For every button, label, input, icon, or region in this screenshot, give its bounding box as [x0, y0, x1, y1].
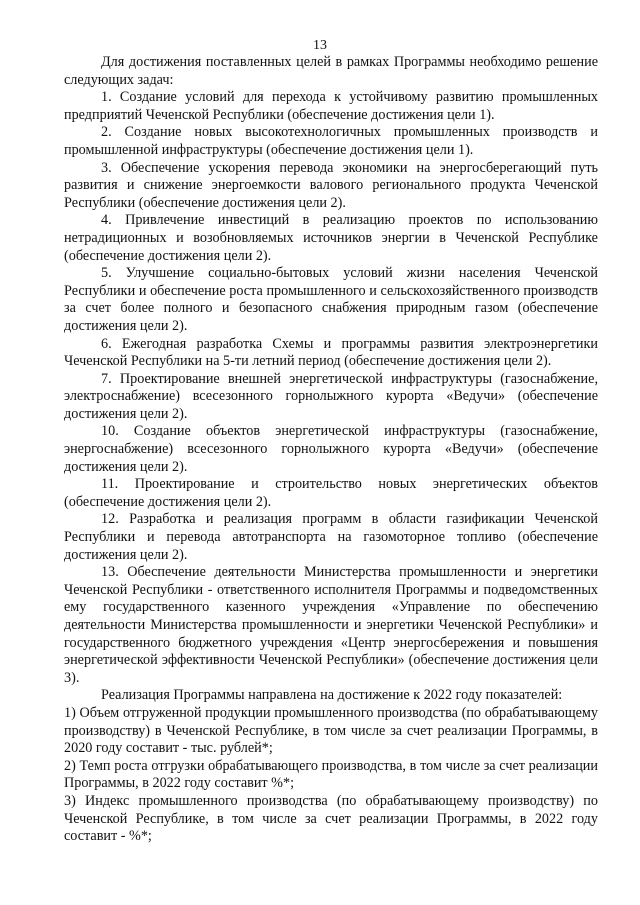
task-item: 13. Обеспечение деятельности Министерства промышленности и энергетики Чеченской Республики - ответственного исполнителя Программы и подведомственных ему государственного казенного учреждения «Управление по обеспечению деятельности Министерства промышленности и энергетики Чеченской Республики» и государственного бюджетного учреждения «Центр энергосбережения и повышения энергетической эффективности Чеченской Республики» (обеспечение достижения цели 3).: [64, 564, 598, 686]
task-item: 1. Создание условий для перехода к устойчивому развитию промышленных предприятий Чеченской Республики (обеспечение достижения цели 1).: [64, 89, 598, 123]
task-item: 3. Обеспечение ускорения перевода экономики на энергосберегающий путь развития и снижение энергоемкости валового регионального продукта Чеченской Республики (обеспечение достижения цели 2).: [64, 159, 598, 211]
document-body: [64, 54, 598, 846]
indicators-intro-paragraph: Реализация Программы направлена на достижение к 2022 году показателей:: [101, 687, 563, 704]
tasks-intro-paragraph: Для достижения поставленных целей в рамках Программы необходимо решение следующих задач:: [64, 54, 598, 88]
task-item: 4. Привлечение инвестиций в реализацию проектов по использованию нетрадиционных и возобновляемых источников энергии в Чеченской Республике (обеспечение достижения цели 2).: [64, 212, 598, 264]
indicator-item: 3) Индекс промышленного производства (по обрабатывающему производству) по Чеченской Республике, в том числе за счет реализации Программы, в 2022 году составит - %*;: [64, 792, 598, 845]
indicator-item: 1) Объем отгруженной продукции промышленного производства (по обрабатывающему производству) в Чеченской Республике, в том числе за счет реализации Программы, в 2020 году составит - тыс. рублей*;: [64, 704, 598, 757]
task-item: 12. Разработка и реализация программ в области газификации Чеченской Республики и перевода автотранспорта на газомоторное топливо (обеспечение достижения цели 2).: [64, 511, 598, 563]
task-item: 6. Ежегодная разработка Схемы и программы развития электроэнергетики Чеченской Республики на 5-ти летний период (обеспечение достижения цели 2).: [64, 335, 598, 370]
task-item: 11. Проектирование и строительство новых энергетических объектов (обеспечение достижения цели 2).: [64, 476, 598, 510]
task-item: 7. Проектирование внешней энергетической инфраструктуры (газоснабжение, электроснабжение) всесезонного горнолыжного курорта «Ведучи» (обеспечение достижения цели 2).: [64, 370, 598, 422]
page-number: 13: [313, 38, 327, 53]
task-item: 5. Улучшение социально-бытовых условий жизни населения Чеченской Республики и обеспечение роста промышленного и сельскохозяйственного производств за счет более полного и безопасного снабжения природным газом (обеспечение достижения цели 2).: [64, 265, 598, 334]
indicator-item: 2) Темп роста отгрузки обрабатывающего производства, в том числе за счет реализации Программы, в 2022 году составит %*;: [64, 757, 598, 792]
task-item: 10. Создание объектов энергетической инфраструктуры (газоснабжение, энергоснабжение) всесезонного горнолыжного курорта «Ведучи» (обеспечение достижения цели 2).: [64, 423, 598, 475]
task-item: 2. Создание новых высокотехнологичных промышленных производств и промышленной инфраструктуры (обеспечение достижения цели 1).: [64, 124, 598, 158]
